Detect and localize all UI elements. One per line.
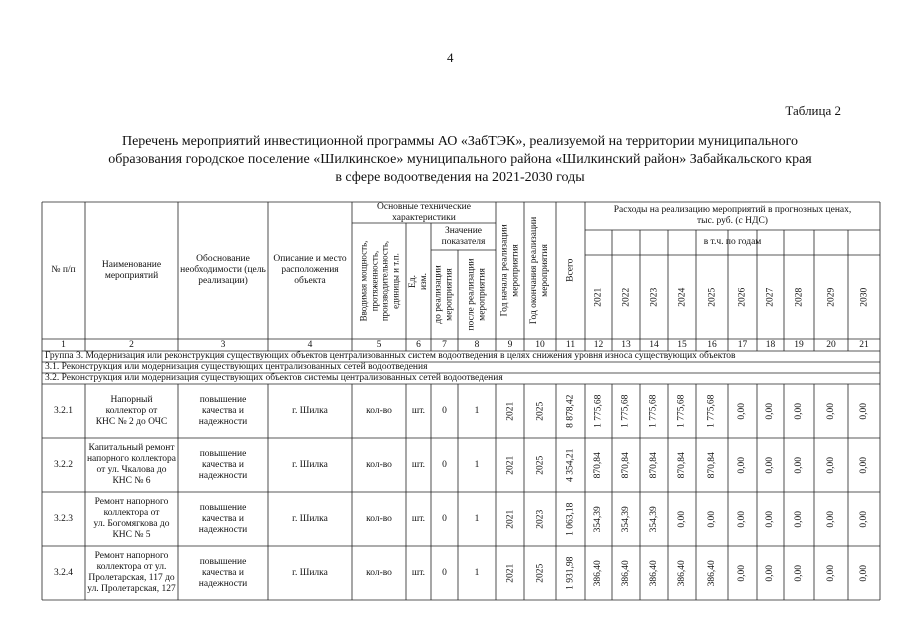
row-unit: шт. (411, 459, 426, 470)
row-before: 0 (442, 459, 447, 470)
column-number: 10 (535, 339, 545, 350)
row-year-value: 354,39 (593, 505, 604, 533)
column-number: 15 (677, 339, 687, 350)
row-year-value: 0,00 (706, 510, 717, 528)
row-year-value: 0,00 (825, 510, 836, 528)
header-unit: Ед. изм. (408, 272, 429, 290)
header-year-start: Год начала реализации мероприятия (499, 224, 521, 317)
header-year-2027: 2027 (765, 287, 776, 307)
row-year-value: 0,00 (737, 456, 748, 474)
page-number: 4 (447, 50, 454, 65)
row-year-value: 0,00 (793, 456, 804, 474)
row-year-value: 870,84 (706, 451, 717, 479)
row-capacity: кол-во (366, 459, 392, 470)
row-year-value: 0,00 (858, 456, 869, 474)
row-place: г. Шилка (292, 405, 328, 416)
row-year-value: 0,00 (825, 456, 836, 474)
column-number: 21 (859, 339, 869, 350)
column-number: 17 (737, 339, 748, 350)
row-year-value: 386,40 (620, 559, 631, 587)
column-number: 2 (129, 339, 134, 350)
header-year-2030: 2030 (858, 287, 869, 307)
row-year-value: 0,00 (825, 564, 836, 582)
title-line: образования городское поселение «Шилкинское» муниципального района «Шилкинский район» Забайкальского края (108, 152, 812, 167)
row-year-value: 354,39 (648, 505, 659, 533)
row-year-value: 0,00 (858, 510, 869, 528)
row-unit: шт. (411, 567, 426, 578)
row-year-value: 0,00 (737, 510, 748, 528)
row-unit: шт. (411, 513, 426, 524)
row-place: г. Шилка (292, 513, 328, 524)
row-year-value: 0,00 (765, 456, 776, 474)
row-after: 1 (474, 405, 480, 416)
row-year-start: 2021 (504, 401, 515, 421)
row-total: 4 354,21 (565, 448, 576, 482)
header-capacity: Вводимая мощность, протяженность, производительность, единицы и т.п. (358, 240, 400, 322)
row-year-end: 2023 (534, 509, 545, 529)
column-number: 1 (61, 339, 66, 350)
column-number: 18 (765, 339, 776, 350)
table-label: Таблица 2 (785, 103, 841, 118)
row-year-value: 386,40 (706, 559, 717, 587)
row-number: 3.2.3 (54, 513, 73, 524)
header-year-2023: 2023 (648, 287, 659, 307)
header-total: Всего (565, 258, 576, 283)
row-year-value: 0,00 (765, 402, 776, 420)
group-row: Группа 3. Модернизация или реконструкция существующих объектов централизованных систем водоотведения в целях снижения уровня износа существующих объектов (45, 351, 736, 361)
row-year-start: 2021 (504, 455, 515, 475)
row-year-value: 0,00 (825, 402, 836, 420)
column-number: 4 (307, 339, 313, 350)
header-value-group: Значение показателя (441, 225, 486, 247)
row-capacity: кол-во (366, 513, 392, 524)
column-number: 8 (474, 339, 480, 350)
row-year-value: 386,40 (676, 559, 687, 587)
header-description: Описание и место расположения объекта (273, 254, 347, 286)
header-name: Наименование мероприятий (101, 259, 162, 281)
column-number: 9 (507, 339, 513, 350)
column-number: 11 (565, 339, 576, 350)
row-year-value: 870,84 (676, 451, 687, 479)
column-number: 3 (220, 339, 226, 350)
header-year-2025: 2025 (706, 287, 717, 307)
row-capacity: кол-во (366, 405, 392, 416)
row-year-value: 1 775,68 (706, 394, 717, 428)
row-basis: повышение качества и надежности (198, 556, 248, 589)
row-total: 1 063,18 (565, 502, 576, 536)
column-number: 12 (593, 339, 604, 350)
column-number: 5 (376, 339, 382, 350)
row-number: 3.2.2 (54, 459, 73, 470)
row-total: 1 931,98 (565, 556, 576, 590)
header-year-2024: 2024 (676, 287, 687, 307)
header-np: № п/п (51, 265, 76, 275)
header-by-years: в т.ч. по годам (703, 237, 762, 247)
row-capacity: кол-во (366, 567, 392, 578)
row-before: 0 (442, 567, 447, 578)
row-year-value: 0,00 (765, 564, 776, 582)
row-before: 0 (442, 405, 447, 416)
column-number: 7 (442, 339, 447, 350)
row-year-start: 2021 (504, 563, 515, 583)
row-year-end: 2025 (534, 455, 545, 475)
row-year-value: 386,40 (648, 559, 659, 587)
row-year-value: 0,00 (737, 564, 748, 582)
row-year-value: 0,00 (793, 402, 804, 420)
row-after: 1 (474, 459, 480, 470)
row-year-value: 0,00 (737, 402, 748, 420)
group-row: 3.2. Реконструкция или модернизация существующих объектов системы централизованных сетей водоотведения (45, 373, 503, 383)
row-name: Напорный коллектор от КНС № 2 до ОЧС (95, 394, 168, 427)
row-name: Ремонт напорного коллектора от ул. Пролетарская, 117 до ул. Пролетарская, 127 (87, 551, 176, 594)
header-year-2029: 2029 (825, 287, 836, 307)
row-year-value: 1 775,68 (648, 394, 659, 428)
row-total: 8 878,42 (565, 394, 576, 428)
header-tech-group: Основные технические характеристики (377, 202, 471, 223)
header-basis: Обоснование необходимости (цель реализации) (180, 254, 266, 286)
header-year-end: Год окончания реализации мероприятия (529, 216, 550, 325)
row-year-value: 1 775,68 (593, 394, 604, 428)
column-number: 6 (416, 339, 421, 350)
row-year-value: 0,00 (858, 564, 869, 582)
column-number: 20 (826, 339, 836, 350)
row-name: Капитальный ремонт напорного коллектора от ул. Чкалова до КНС № 6 (86, 443, 177, 486)
row-place: г. Шилка (292, 567, 328, 578)
row-year-value: 354,39 (620, 505, 631, 533)
header-year-2021: 2021 (593, 287, 604, 307)
row-basis: повышение качества и надежности (198, 394, 248, 427)
header-year-2022: 2022 (620, 287, 631, 307)
header-year-2028: 2028 (793, 287, 804, 307)
column-number: 16 (707, 339, 717, 350)
title-line: в сфере водоотведения на 2021-2030 годы (335, 170, 585, 185)
row-before: 0 (442, 513, 447, 524)
row-basis: повышение качества и надежности (198, 448, 248, 481)
column-number: 14 (649, 339, 659, 350)
row-year-value: 0,00 (793, 510, 804, 528)
row-year-value: 870,84 (620, 451, 631, 479)
row-year-value: 0,00 (793, 564, 804, 582)
row-year-end: 2025 (534, 563, 545, 583)
header-after: после реализации мероприятия (466, 258, 487, 331)
row-name: Ремонт напорного коллектора от ул. Богомягкова до КНС № 5 (93, 497, 170, 540)
row-year-value: 0,00 (858, 402, 869, 420)
row-year-value: 0,00 (765, 510, 776, 528)
group-row: 3.1. Реконструкция или модернизация существующих централизованных сетей водоотведения (45, 362, 428, 372)
row-after: 1 (474, 513, 480, 524)
row-year-value: 1 775,68 (620, 394, 631, 428)
row-place: г. Шилка (292, 459, 328, 470)
header-year-2026: 2026 (737, 287, 748, 307)
column-number: 19 (794, 339, 804, 350)
row-year-value: 870,84 (648, 451, 659, 479)
title-line: Перечень мероприятий инвестиционной программы АО «ЗабТЭК», реализуемой на территории муниципального (121, 134, 799, 149)
row-year-value: 0,00 (676, 510, 687, 528)
row-year-value: 386,40 (593, 559, 604, 587)
column-number: 13 (621, 339, 631, 350)
row-number: 3.2.4 (54, 567, 73, 578)
header-before: до реализации мероприятия (434, 265, 455, 324)
row-year-value: 1 775,68 (676, 394, 687, 428)
row-unit: шт. (411, 405, 426, 416)
row-year-start: 2021 (504, 509, 515, 529)
row-year-value: 870,84 (593, 451, 604, 479)
row-year-end: 2025 (534, 401, 545, 421)
header-expense-group: Расходы на реализацию мероприятий в прогнозных ценах, тыс. руб. (с НДС) (613, 205, 852, 226)
row-basis: повышение качества и надежности (198, 502, 248, 535)
row-after: 1 (474, 567, 480, 578)
row-number: 3.2.1 (54, 405, 73, 416)
